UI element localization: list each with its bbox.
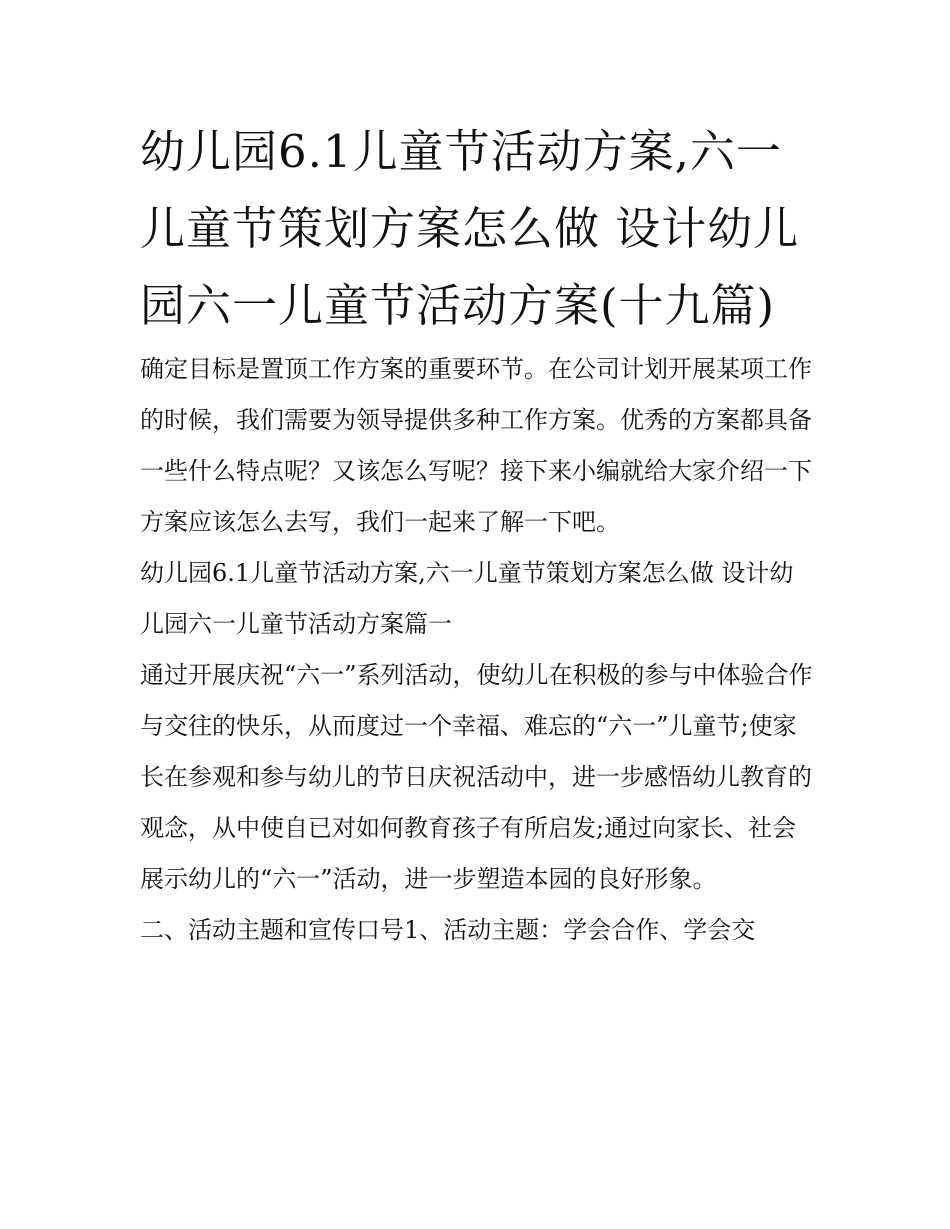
intro-paragraph: 确定目标是置顶工作方案的重要环节。在公司计划开展某项工作的时候，我们需要为领导提供多种工作方案。优秀的方案都具备一些什么特点呢？又该怎么写呢？接下来小编就给大家介绍一下方案应该怎么去写，我们一起来了解一下吧。 — [140, 355, 812, 536]
document-title: 幼儿园6.1儿童节活动方案,六一儿童节策划方案怎么做 设计幼儿园六一儿童节活动方案(十九篇) — [140, 125, 800, 332]
section-heading: 幼儿园6.1儿童节活动方案,六一儿童节策划方案怎么做 设计幼儿园六一儿童节活动方案篇一 — [140, 559, 794, 638]
document-page — [140, 113, 815, 956]
body-paragraph: 通过开展庆祝“六一”系列活动，使幼儿在积极的参与中体验合作与交往的快乐，从而度过一个幸福、难忘的“六一”儿童节;使家长在参观和参与幼儿的节日庆祝活动中，进一步感悟幼儿教育的观念，从中使自已对如何教育孩子有所启发;通过向家长、社会展示幼儿的“六一”活动，进一步塑造本园的良好形象。 — [140, 661, 813, 893]
subsection-paragraph: 二、活动主题和宣传口号1、活动主题：学会合作、学会交 — [140, 916, 756, 944]
